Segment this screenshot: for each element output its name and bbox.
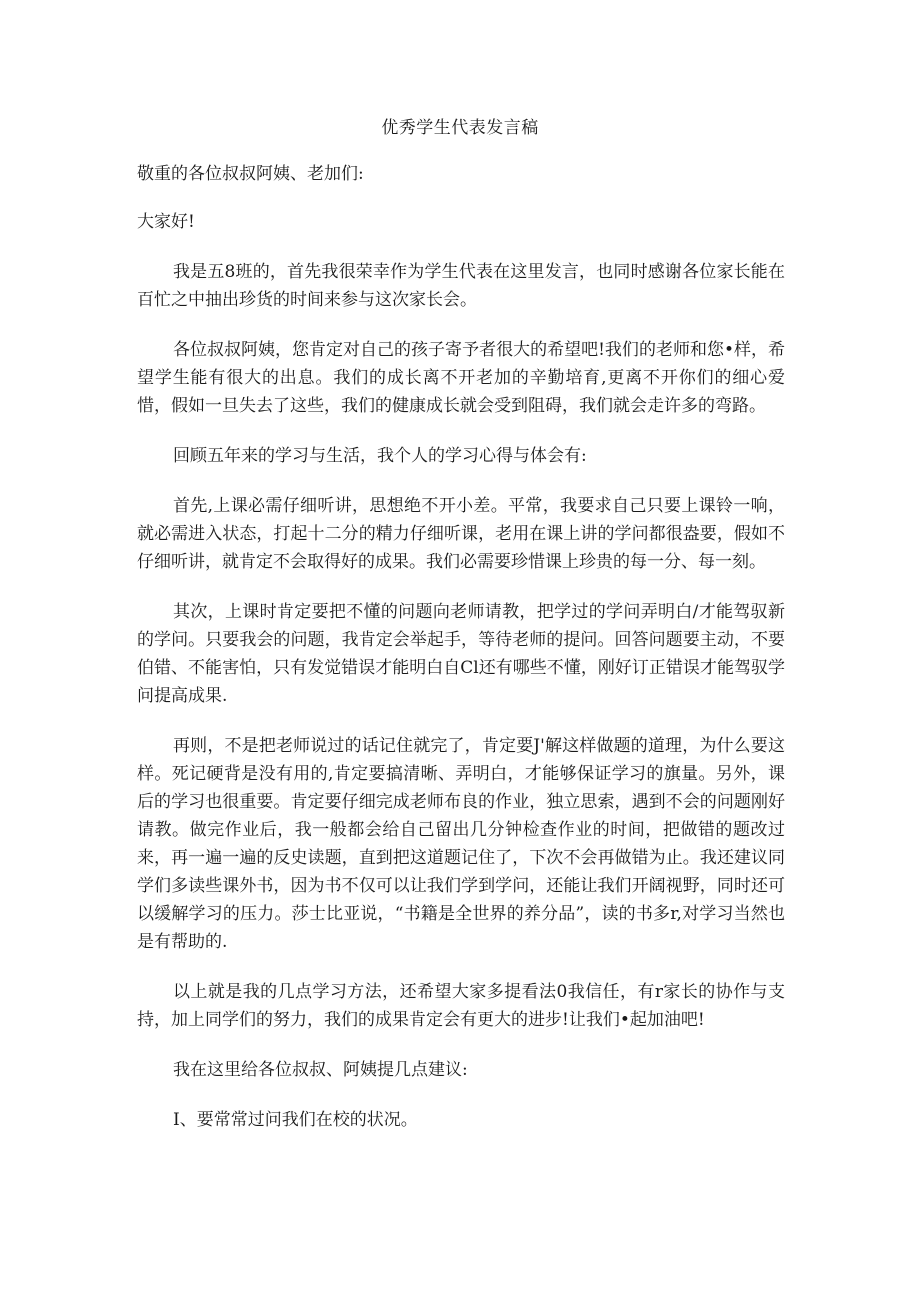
paragraph-second: 其次，上课时肯定要把不懂的问题向老师请教，把学过的学问弄明白/才能驾驭新的学问。只要我会的问题，我肯定会举起手，等待老师的提问。回答问题要主动，不要伯错、不能害怕，只有发觉错误才能明白自Cl还有哪些不懂，刚好订正错误才能驾驭学问提高成果. <box>137 602 785 706</box>
paragraph-first: 首先,上课必需仔细听讲，思想绝不开小差。平常，我要求自己只要上课铃一响，就必需进入状态，打起十二分的精力仔细听课，老用在课上讲的学问都很盎要，假如不仔细听讲，就肯定不会取得好的成果。我们必需要珍惜课上珍贵的每一分、每一刻。 <box>137 496 785 572</box>
paragraph-intro: 我是五8班的，首先我很荣幸作为学生代表在这里发言，也同时感谢各位家长能在百忙之中抽出珍货的时间来参与这次家长会。 <box>137 262 785 310</box>
page-title: 优秀学生代表发言稿 <box>381 118 539 138</box>
paragraph-third: 再则，不是把老师说过的话记住就完了，肯定要J'解这样做题的道理，为什么要这样。死记硬背是没有用的,肯定要搞清晰、弄明白，才能够保证学习的旗量。另外，课后的学习也很重要。肯定要仔细完成老师布良的作业，独立思索，遇到不会的问题刚好请教。做完作业后，我一般都会给自己留出几分钟检查作业的时间，把做错的题改过来，再一遍一遍的反史读题，直到把这道题记住了，下次不会再做错为止。我还建议同学们多读些课外书，因为书不仅可以让我们学到学问，还能让我们开阔视野，同时还可以缓解学习的压力。莎士比亚说，“书籍是全世界的养分品”，读的书多r,对学习当然也是有帮助的. <box>137 736 785 952</box>
suggestion-item: I、要常常过问我们在校的状况。 <box>173 1110 418 1130</box>
salutation: 敬重的各位叔叔阿姨、老加们: <box>137 164 364 184</box>
paragraph-review: 回顾五年来的学习与生活，我个人的学习心得与体会有: <box>173 446 587 466</box>
paragraph-suggestions-intro: 我在这里给各位叔叔、阿姨提几点建议: <box>173 1060 468 1080</box>
paragraph-parents: 各位叔叔阿姨，您肯定对自己的孩子寄予者很大的希望吧!我们的老师和您•样，希望学生能有很大的出息。我们的成长离不开老加的辛勤培育,更离不开你们的细心爱惜，假如一旦失去了这些，我们的健康成长就会受到阻碍，我们就会走许多的弯路。 <box>137 340 785 416</box>
paragraph-summary: 以上就是我的几点学习方法，还希望大家多提看法0我信任，有r家长的协作与支持，加上同学们的努力，我们的成果肯定会有更大的进步!让我们•起加油吧! <box>137 982 785 1030</box>
greeting: 大家好! <box>137 212 195 232</box>
document-body <box>137 160 785 1134</box>
